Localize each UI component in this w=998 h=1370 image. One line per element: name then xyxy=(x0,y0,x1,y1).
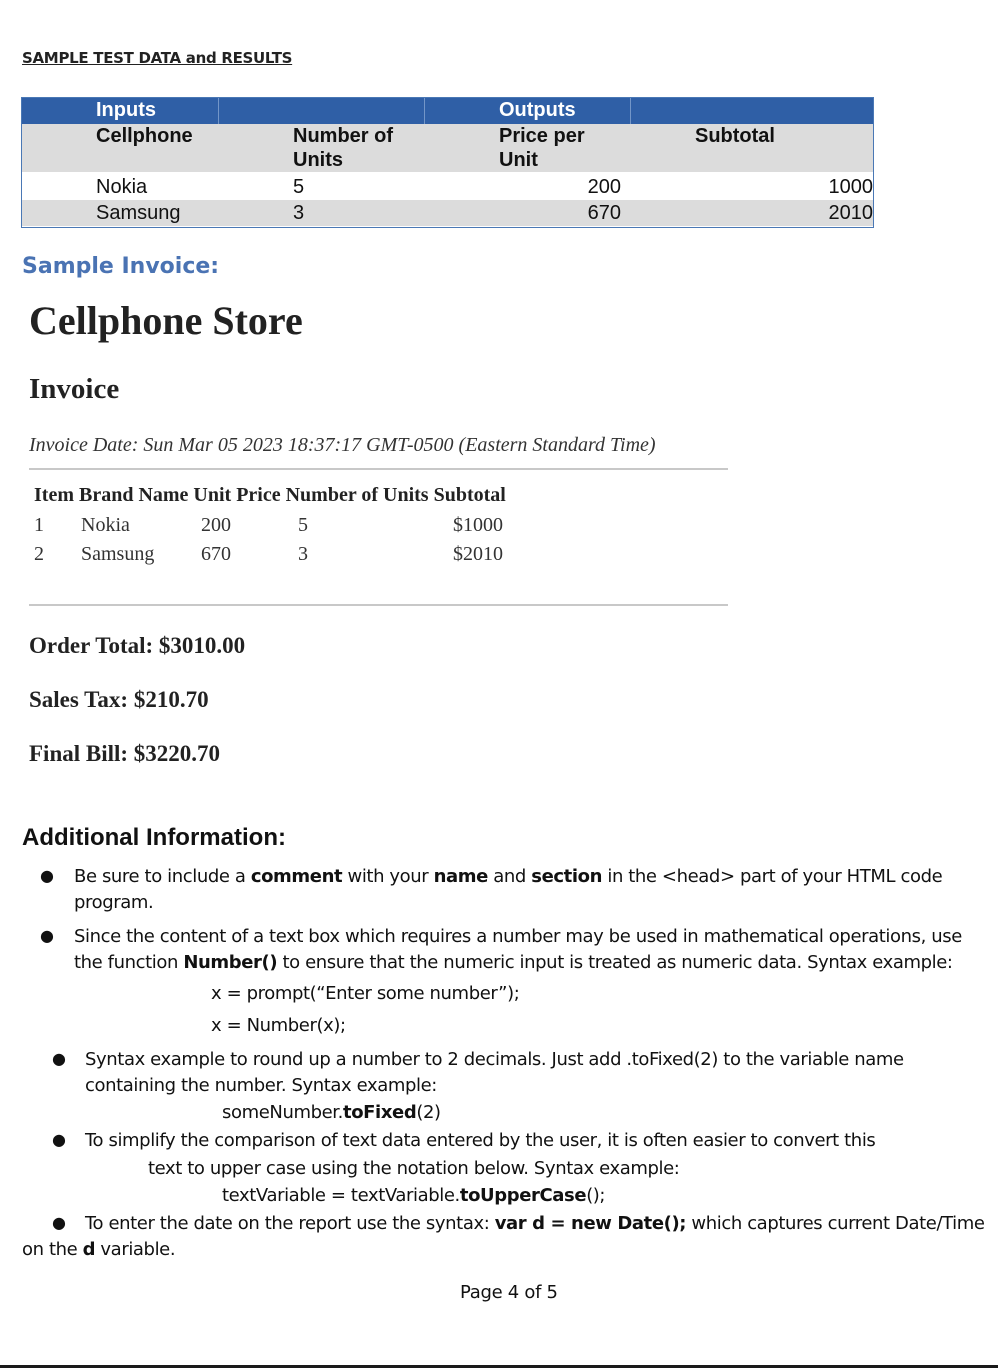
invoice-cell-units: 5 xyxy=(298,514,308,536)
invoice-cell-item: 1 xyxy=(34,514,44,536)
column-header-cellphone: Cellphone xyxy=(96,125,193,147)
info-bullet-3-line1: Syntax example to round up a number to 2 decimals. Just add .toFixed(2) to the variable name xyxy=(85,1049,904,1070)
invoice-title: Invoice xyxy=(29,373,120,405)
divider xyxy=(29,468,728,470)
invoice-cell-subtotal: $2010 xyxy=(453,543,503,565)
table-cell-price: 670 xyxy=(587,202,621,224)
page-bottom-rule xyxy=(0,1365,998,1368)
invoice-cell-item: 2 xyxy=(34,543,44,565)
order-total: Order Total: $3010.00 xyxy=(29,633,246,658)
column-header-price xyxy=(499,124,585,172)
column-header-price-line2: Unit xyxy=(499,149,538,171)
code-example-touppercase: textVariable = textVariable.toUpperCase(); xyxy=(222,1185,606,1206)
table-cell-phone: Nokia xyxy=(96,176,148,198)
column-header-units-line2: Units xyxy=(293,149,343,171)
sales-tax: Sales Tax: $210.70 xyxy=(29,687,209,712)
invoice-cell-subtotal: $1000 xyxy=(453,514,503,536)
info-bullet-4-line2: text to upper case using the notation below. Syntax example: xyxy=(148,1158,680,1179)
group-header-outputs: Outputs xyxy=(499,99,576,121)
code-example-number: x = Number(x); xyxy=(211,1015,346,1036)
info-bullet-2-line2: the function Number() to ensure that the numeric input is treated as numeric data. Syntax example: xyxy=(74,952,953,973)
bullet-icon: ● xyxy=(52,1213,66,1232)
info-bullet-3-line2: containing the number. Syntax example: xyxy=(85,1075,437,1096)
final-bill: Final Bill: $3220.70 xyxy=(29,741,221,766)
bullet-icon: ● xyxy=(52,1049,66,1068)
invoice-table-header: Item Brand Name Unit Price Number of Units Subtotal xyxy=(34,484,506,506)
table-cell-subtotal: 2010 xyxy=(828,202,873,224)
info-bullet-1-line2: program. xyxy=(74,892,154,913)
table-cell-units: 5 xyxy=(293,176,305,198)
bullet-icon: ● xyxy=(40,926,54,945)
table-cell-subtotal: 1000 xyxy=(828,176,873,198)
column-header-units xyxy=(293,124,393,172)
store-title: Cellphone Store xyxy=(29,298,303,343)
table-cell-units: 3 xyxy=(293,202,305,224)
test-results-table xyxy=(21,97,874,228)
table-cell-phone: Samsung xyxy=(96,202,181,224)
info-bullet-5-line1: To enter the date on the report use the syntax: var d = new Date(); which captures current Date/Time xyxy=(85,1213,985,1234)
info-bullet-4-line1: To simplify the comparison of text data entered by the user, it is often easier to convert this xyxy=(85,1130,876,1151)
invoice-cell-price: 670 xyxy=(201,543,231,565)
info-bullet-2-line1: Since the content of a text box which requires a number may be used in mathematical operations, use xyxy=(74,926,962,947)
divider xyxy=(29,604,728,606)
bullet-icon: ● xyxy=(52,1130,66,1149)
column-header-price-line1: Price per xyxy=(499,125,585,147)
group-header-inputs: Inputs xyxy=(96,99,156,121)
section-heading: SAMPLE TEST DATA and RESULTS xyxy=(22,49,293,67)
table-cell-price: 200 xyxy=(587,176,621,198)
sample-invoice-label: Sample Invoice: xyxy=(22,254,220,279)
info-bullet-5-line2: on the d variable. xyxy=(22,1239,176,1260)
column-header-subtotal: Subtotal xyxy=(695,125,775,147)
invoice-date: Invoice Date: Sun Mar 05 2023 18:37:17 GMT-0500 (Eastern Standard Time) xyxy=(29,434,656,456)
column-divider xyxy=(630,98,631,124)
code-example-tofixed: someNumber.toFixed(2) xyxy=(222,1102,441,1123)
invoice-cell-brand: Nokia xyxy=(81,514,130,536)
bullet-icon: ● xyxy=(40,866,54,885)
info-bullet-1-line1: Be sure to include a comment with your name and section in the <head> part of your HTML code xyxy=(74,866,943,887)
invoice-cell-price: 200 xyxy=(201,514,231,536)
column-divider xyxy=(424,98,425,124)
additional-info-title: Additional Information: xyxy=(22,824,286,851)
code-example-prompt: x = prompt(“Enter some number”); xyxy=(211,983,520,1004)
column-divider xyxy=(218,98,219,124)
column-header-units-line1: Number of xyxy=(293,125,393,147)
invoice-cell-brand: Samsung xyxy=(81,543,155,565)
page-number: Page 4 of 5 xyxy=(460,1282,558,1303)
invoice-cell-units: 3 xyxy=(298,543,308,565)
